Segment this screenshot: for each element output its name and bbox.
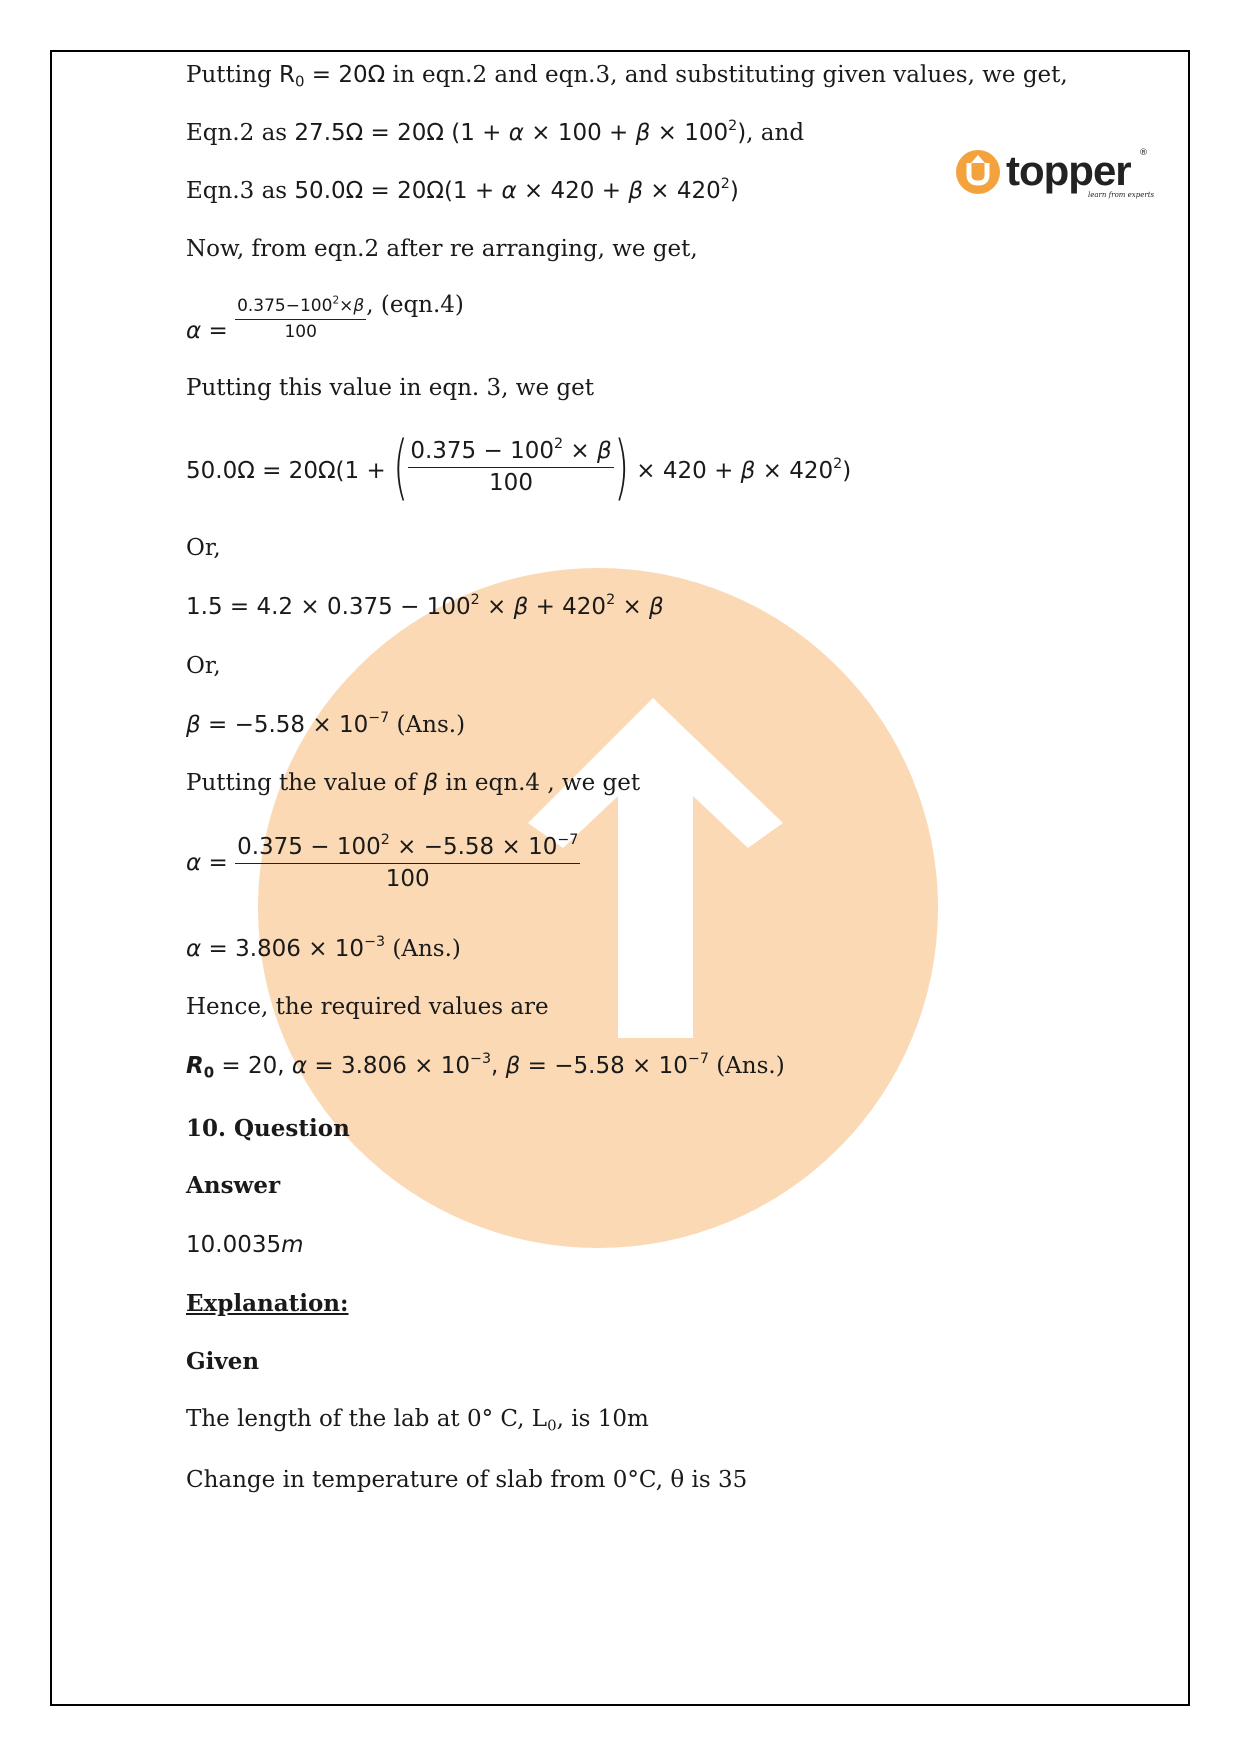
answer-heading: Answer [186,1172,281,1199]
eqn-2-line: Eqn.2 as 27.5Ω = 20Ω $(1 + \alpha \times 100 + \beta \times 100^2)$, and [186,118,805,146]
explanation-heading: Explanation: [186,1290,349,1317]
final-values: $R_0 = 20$, $\alpha = 3.806 \times 10^{-3}$, $\beta = -5.58 \times 10^{-7}$ (Ans.) [186,1051,785,1082]
text-line-6: Putting this value in eqn. 3, we get [186,375,594,401]
given-heading: Given [186,1348,260,1375]
text-line-12: Putting the value of β in eqn.4 , we get [186,770,641,796]
answer-value: 10.0035m [186,1232,304,1258]
given-temperature: Change in temperature of slab from 0°C, θ is 35 [186,1467,748,1493]
text-or-1: Or, [186,535,221,561]
text-line-1: Putting $R_0 = 20\Omega$ in eqn.2 and eqn.3, and substituting given values, we get, [186,62,1068,91]
svg-text:®: ® [1139,148,1148,158]
svg-text:learn from experts: learn from experts [1088,191,1155,199]
topper-logo [956,145,1156,205]
svg-text:topper: topper [1006,147,1131,194]
eqn-3-line: Eqn.3 as $50.0\Omega = 20\Omega(1 + \alpha \times 420 + \beta \times 420^2)$ [186,176,739,204]
beta-answer: $\beta = -5.58 \times 10^{-7}$ (Ans.) [186,710,466,738]
alpha-answer: $\alpha = 3.806 \times 10^{-3}$ (Ans.) [186,934,461,962]
watermark-logo-icon [258,568,938,1248]
question-heading: 10. Question [186,1115,350,1142]
given-length: The length of the lab at 0° C, $L_0$, is 10m [186,1406,649,1435]
alpha-eqn-4: α = $\frac{0.375-100^2\times\beta}{100}$ , (eqn.4) [186,291,464,344]
text-or-2: Or, [186,653,221,679]
substituted-equation: 50.0Ω = 20Ω(1 + ( $\frac{0.375 - 100^2 \times \beta}{100}$ ) × $420 + \beta \times 420^2$) [186,426,852,508]
text-line-4: Now, from eqn.2 after re arranging, we get, [186,236,698,262]
equation-line-9: $1.5 = 4.2 \times 0.375 - 100^2 \times \beta + 420^2 \times \beta$ [186,592,664,620]
text-line-15: Hence, the required values are [186,994,549,1020]
alpha-substitution: α = $\frac{0.375 - 100^2 \times -5.58 \times 10^{-7}}{100}$ [186,832,579,892]
